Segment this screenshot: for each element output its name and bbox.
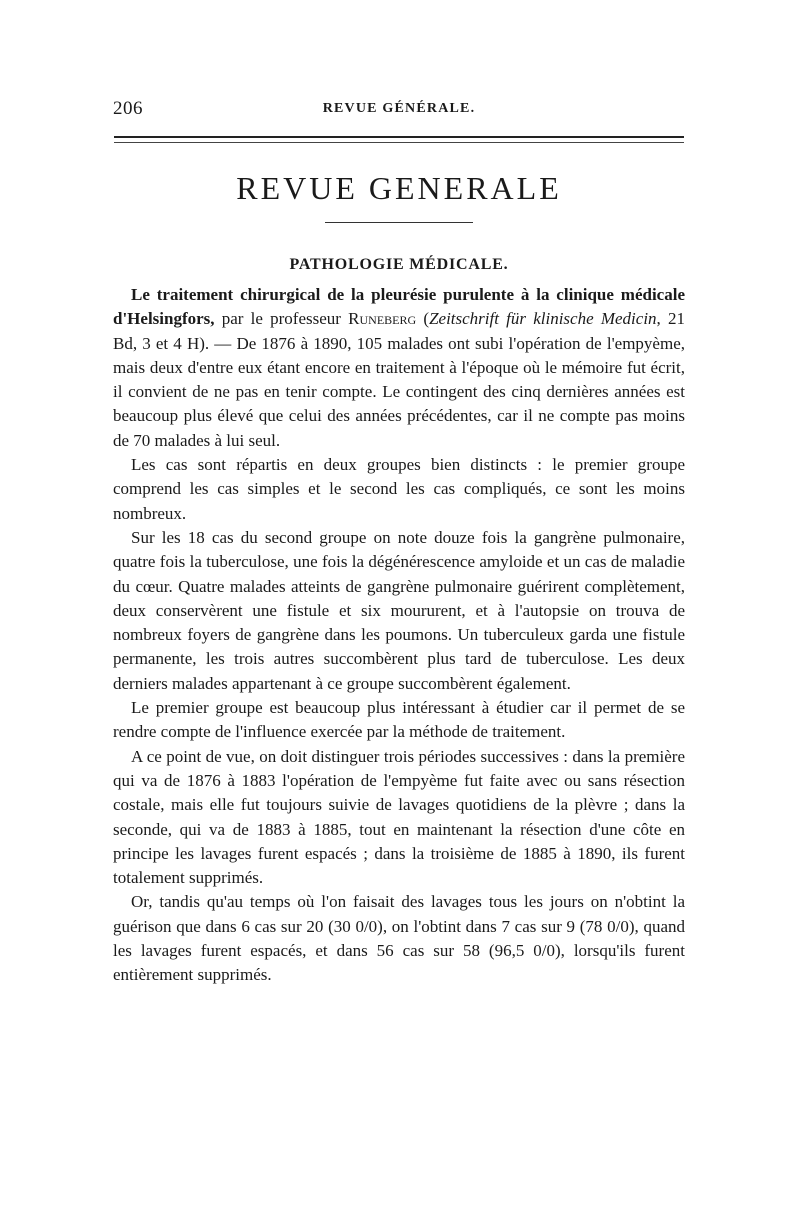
header-rule-thin: [114, 142, 684, 143]
running-header: [113, 98, 685, 122]
journal-name: Zeitschrift für klinische Medicin: [429, 309, 657, 329]
paragraph-1: [113, 283, 685, 453]
main-title: REVUE GENERALE: [236, 170, 562, 206]
paragraph-1-text-a: par le professeur: [214, 309, 349, 329]
title-rule: [325, 222, 473, 223]
page-number: 206: [113, 98, 143, 119]
author-name: Runeberg: [348, 309, 417, 329]
paragraph-3: Sur les 18 cas du second groupe on note douze fois la gangrène pulmonaire, quatre fois la tuberculose, une fois la dégénérescence amyloide et un cas de maladie du cœur. Quatre malades atteints de gangrène pulmonaire guérirent complètement, deux conservèrent une fistule et six moururent, et à l'autopsie on trouva de nombreux foyers de gangrène dans les poumons. Un tuberculeux garda une fistule permanente, les trois autres succombèrent plus tard de tuberculose. Les deux derniers malades appartenant à ce groupe succombèrent également.: [113, 527, 685, 693]
running-title: REVUE GÉNÉRALE.: [322, 101, 476, 116]
paragraph-4: Le premier groupe est beaucoup plus intéressant à étudier car il permet de se rendre compte de l'influence exercée par la méthode de traitement.: [113, 698, 685, 742]
paragraph-5: A ce point de vue, on doit distinguer trois périodes successives : dans la première qui va de 1876 à 1883 l'opération de l'empyème fut faite avec ou sans résection costale, mais elle fut toujours suivie de lavages quotidiens de la plèvre ; dans la seconde, qui va de 1883 à 1885, tout en maintenant la résection d'une côte en principe les lavages furent espacés ; dans la troisième de 1885 à 1890, ils furent totalement supprimés.: [113, 746, 685, 888]
paragraph-6: Or, tandis qu'au temps où l'on faisait des lavages tous les jours on n'obtint la guérison que dans 6 cas sur 20 (30 0/0), on l'obtint dans 7 cas sur 9 (78 0/0), quand les lavages furent espacés, et dans 56 cas sur 58 (96,5 0/0), lorsqu'ils furent entièrement supprimés.: [113, 892, 685, 985]
article-heading: Le traitement chirurgical de la pleurésie purulente à la clinique médicale d'Helsingfors,: [113, 285, 685, 329]
section-title: PATHOLOGIE MÉDICALE.: [289, 256, 509, 273]
paragraph-1-text-b: (: [416, 309, 430, 329]
header-rule-thick: [114, 136, 684, 138]
article-body: [113, 283, 685, 988]
paragraph-1-text-c: , 21 Bd, 3 et 4 H). — De 1876 à 1890, 105 malades ont subi l'opération de l'empyème, mais deux d'entre eux étant encore en traitement à l'époque où le mémoire fut écrit, il convient de ne pas en tenir compte. Le contingent des cinq dernières années est beaucoup plus élevé que celui des années précédentes, car il ne compte pas moins de 70 malades à lui seul.: [113, 309, 686, 450]
paragraph-2: Les cas sont répartis en deux groupes bien distincts : le premier groupe comprend les cas simples et le second les cas compliqués, ce sont les moins nombreux.: [113, 455, 685, 523]
